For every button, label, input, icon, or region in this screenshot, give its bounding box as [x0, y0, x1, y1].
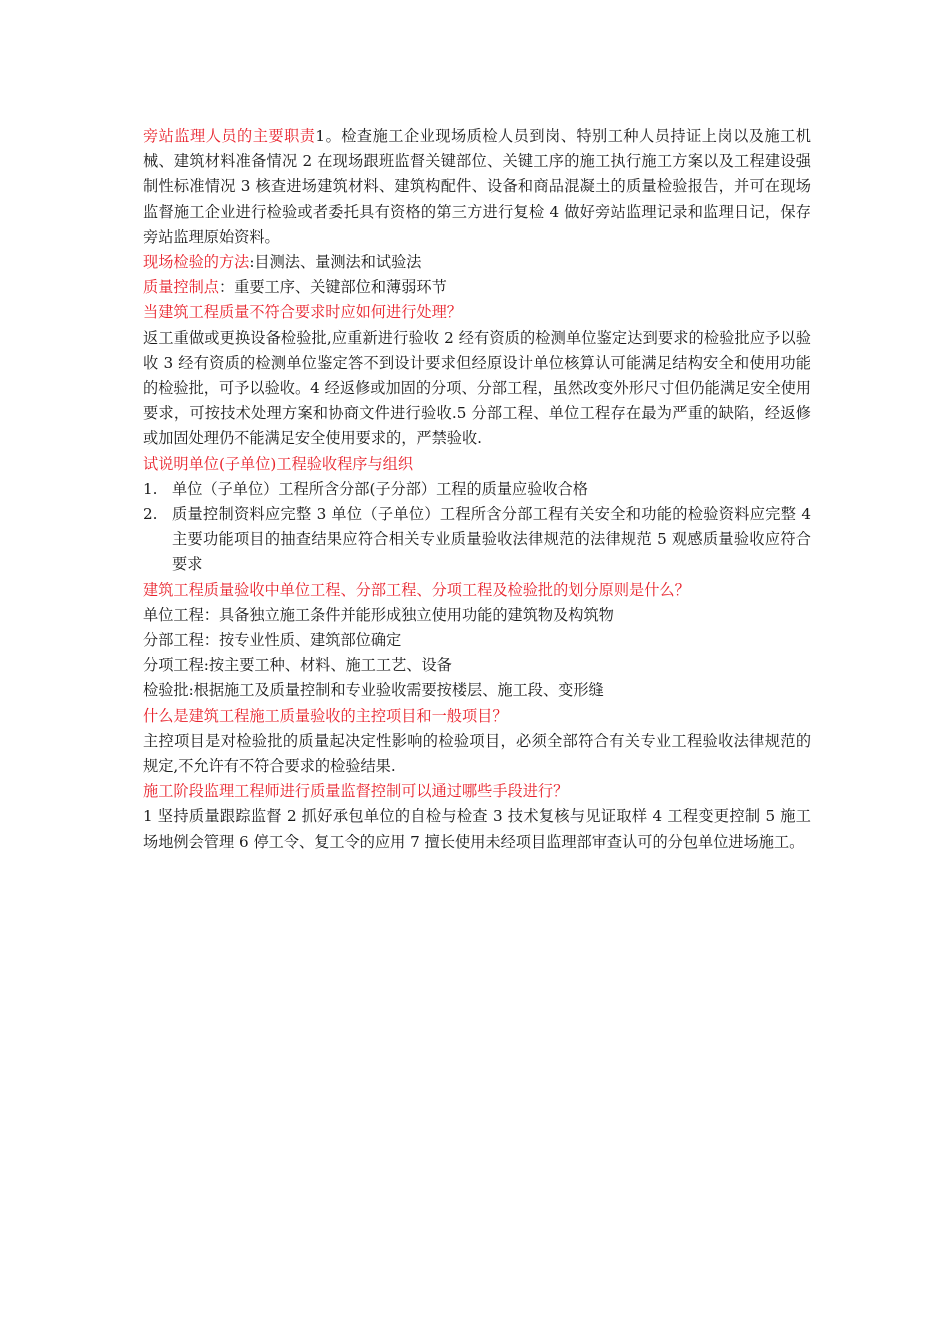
heading-main-control-items: 什么是建筑工程施工质量验收的主控项目和一般项目？: [143, 706, 508, 725]
document-page: [143, 124, 811, 855]
body-control-points: ：重要工序、关键部位和薄弱环节: [218, 278, 447, 297]
heading-supervision-means: 施工阶段监理工程师进行质量监督控制可以通过哪些手段进行？: [143, 782, 569, 801]
list-item-text: 质量控制资料应完整 3 单位（子单位）工程所含分部工程有关安全和功能的检验资料应完整 4 主要功能项目的抽查结果应符合相关专业质量验收法律规范的法律规范 5 观感质量验收应符合要求: [172, 505, 811, 574]
section-duties: [143, 124, 811, 250]
line-unit-project: 单位工程：具备独立施工条件并能形成独立使用功能的建筑物及构筑物: [143, 605, 614, 624]
line-division-project: 分部工程：按专业性质、建筑部位确定: [143, 631, 402, 650]
list-item-number: 1.: [143, 479, 158, 498]
list-item: [143, 502, 811, 578]
list-item: [143, 477, 811, 502]
heading-nonconformance: 当建筑工程质量不符合要求时应如何进行处理？: [143, 303, 462, 322]
section-inspection-methods: [143, 250, 811, 275]
body-duties: 1。检查施工企业现场质检人员到岗、特别工种人员持证上岗以及施工机械、建筑材料准备情况 2 在现场跟班监督关键部位、关键工序的施工执行施工方案以及工程建设强制性标准情况 3 核查进场建筑材料、建筑构配件、设备和商品混凝土的质量检验报告，并可在现场监督施工企业进行检验或者委托具有资格的第三方进行复检 4 做好旁站监理记录和监理日记，保存旁站监理原始资料。: [143, 127, 811, 246]
acceptance-procedure-list: [143, 477, 811, 578]
list-item-text: 单位（子单位）工程所含分部(子分部）工程的质量应验收合格: [172, 479, 588, 498]
list-item-number: 2.: [143, 505, 158, 524]
heading-duties: 旁站监理人员的主要职责: [143, 127, 316, 145]
heading-acceptance-procedure: 试说明单位(子单位)工程验收程序与组织: [143, 454, 414, 473]
line-subitem-project: 分项工程:按主要工种、材料、施工工艺、设备: [143, 656, 452, 675]
body-inspection-methods: :目测法、量测法和试验法: [249, 253, 422, 272]
body-nonconformance: 返工重做或更换设备检验批,应重新进行验收 2 经有资质的检测单位鉴定达到要求的检验批应予以验收 3 经有资质的检测单位鉴定答不到设计要求但经原设计单位核算认可能满足结构安全和使用功能的检验批，可予以验收。4 经返修或加固的分项、分部工程，虽然改变外形尺寸但仍能满足安全使用要求，可按技术处理方案和协商文件进行验收.5 分部工程、单位工程存在最为严重的缺陷，经返修或加固处理仍不能满足安全使用要求的，严禁验收.: [143, 328, 811, 448]
heading-inspection-methods: 现场检验的方法: [143, 253, 250, 272]
line-inspection-lot: 检验批:根据施工及质量控制和专业验收需要按楼层、施工段、变形缝: [143, 681, 604, 700]
section-control-points: [143, 275, 811, 300]
body-main-control-items: 主控项目是对检验批的质量起决定性影响的检验项目，必须全部符合有关专业工程验收法律规范的规定,不允许有不符合要求的检验结果.: [143, 731, 811, 776]
heading-division-principles: 建筑工程质量验收中单位工程、分部工程、分项工程及检验批的划分原则是什么？: [143, 580, 690, 599]
heading-control-points: 质量控制点: [143, 278, 219, 297]
body-supervision-means: 1 坚持质量跟踪监督 2 抓好承包单位的自检与检查 3 技术复核与见证取样 4 工程变更控制 5 施工场地例会管理 6 停工令、复工令的应用 7 擅长使用未经项目监理部审查认可的分包单位进场施工。: [143, 807, 811, 851]
